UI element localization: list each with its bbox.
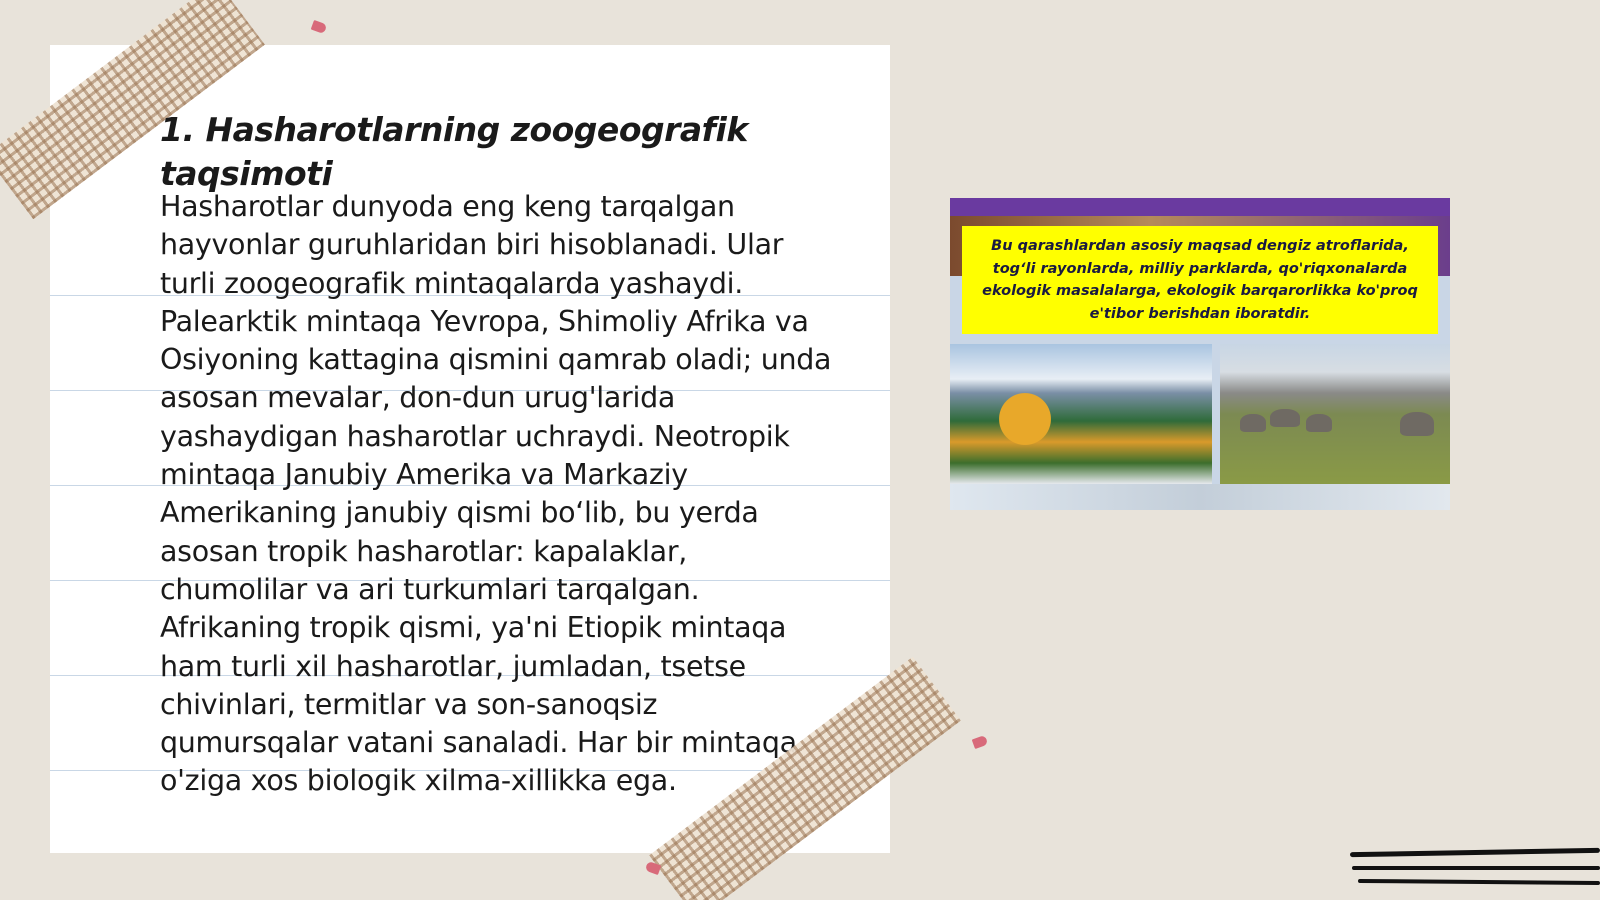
panel-footer-strip (950, 484, 1450, 510)
elephant-figure (1306, 414, 1332, 432)
slide-title: 1. Hasharotlarning zoogeografik taqsimoti (160, 110, 748, 193)
elephant-figure (1270, 409, 1300, 427)
decorative-line (1358, 879, 1600, 885)
decorative-line (1352, 866, 1600, 870)
tape-pin (972, 735, 989, 749)
text-content (160, 108, 840, 801)
elephant-figure (1400, 412, 1434, 436)
mountain-forest-photo (950, 344, 1212, 484)
image-panel (950, 198, 1450, 510)
slide-body: Hasharotlar dunyoda eng keng tarqalgan hayvonlar guruhlaridan biri hisoblanadi. Ular turli zoogeografik mintaqalarda yashaydi. Palearktik mintaqa Yevropa, Shimoliy Afrika va Osiyoning kattagina qismini qamrab oladi; unda asosan mevalar, don-dun urug'larida yashaydigan hasharotlar uchraydi. Neotropik mintaqa Janubiy Amerika va Markaziy Amerikaning janubiy qismi bo‘lib, bu yerda asosan tropik hasharotlar: kapalaklar, chumolilar va ari turkumlari tarqalgan. Afrikaning tropik qismi, ya'ni Etiopik mintaqa ham turli xil hasharotlar, jumladan, tsetse chivinlari, termitlar va son-sanoqsiz qumursqalar vatani sanaladi. Har bir mintaqa o'ziga xos biologik xilma-xillikka ega. (160, 190, 832, 798)
callout-text: Bu qarashlardan asosiy maqsad dengiz atroflarida, tog‘li rayonlarda, milliy parklarda, qo'riqxonalarda ekologik masalalarga, ekologik barqarorlikka ko'proq e'tibor berishdan iboratdir. (982, 238, 1418, 322)
elephant-figure (1240, 414, 1266, 432)
callout-box (962, 226, 1438, 334)
elephants-photo (1220, 344, 1450, 484)
decorative-line (1350, 848, 1600, 857)
tape-pin (311, 20, 328, 34)
